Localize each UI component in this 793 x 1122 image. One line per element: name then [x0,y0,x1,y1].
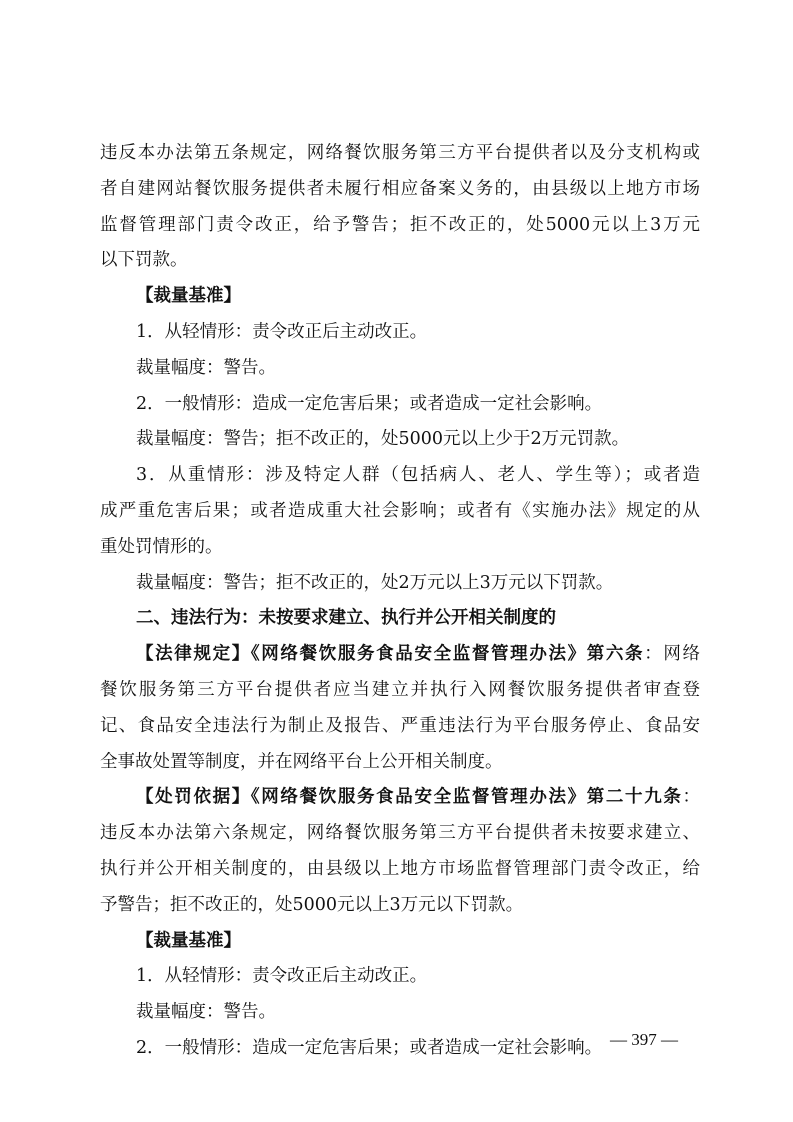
paragraph-line: 2．一般情形：造成一定危害后果；或者造成一定社会影响。 [136,393,603,414]
legal-provision-text: ：网络 [644,644,700,665]
paragraph-line: 以下罚款。 [100,250,188,271]
paragraph-line: 监督管理部门责令改正，给予警告；拒不改正的，处5000元以上3万元 [100,214,700,235]
document-body [100,136,700,1067]
paragraph-line: 2．一般情形：造成一定危害后果；或者造成一定社会影响。 [136,1037,603,1058]
paragraph-line: 餐饮服务第三方平台提供者应当建立并执行入网餐饮服务提供者审查登 [100,679,700,700]
paragraph-line: 裁量幅度：警告。 [136,357,276,378]
paragraph-line: 成严重危害后果；或者造成重大社会影响；或者有《实施办法》规定的从 [100,500,700,521]
paragraph-line: 重处罚情形的。 [100,536,223,557]
paragraph-line: 执行并公开相关制度的，由县级以上地方市场监督管理部门责令改正，给 [100,858,700,879]
legal-provision-label: 【法律规定】《网络餐饮服务食品安全监督管理办法》第六条 [136,644,645,665]
paragraph-line: 1．从轻情形：责令改正后主动改正。 [136,966,428,987]
legal-provision-line [100,637,700,673]
penalty-basis-label: 【处罚依据】《网络餐饮服务食品安全监督管理办法》第二十九条 [136,787,683,808]
paragraph-line: 者自建网站餐饮服务提供者未履行相应备案义务的，由县级以上地方市场 [100,178,700,199]
paragraph-line: 裁量幅度：警告；拒不改正的，处2万元以上3万元以下罚款。 [136,572,614,593]
penalty-basis-text: ： [682,787,700,808]
paragraph-line: 违反本办法第六条规定，网络餐饮服务第三方平台提供者未按要求建立、 [100,823,700,844]
page-number: — 397 — [610,1030,678,1049]
paragraph-line: 3．从重情形：涉及特定人群（包括病人、老人、学生等）；或者造 [136,465,700,486]
paragraph-line: 违反本办法第五条规定，网络餐饮服务第三方平台提供者以及分支机构或 [100,143,700,163]
section-title: 二、违法行为：未按要求建立、执行并公开相关制度的 [136,608,556,629]
paragraph-line: 1．从轻情形：责令改正后主动改正。 [136,321,428,342]
paragraph-line: 裁量幅度：警告；拒不改正的，处5000元以上少于2万元罚款。 [136,429,630,450]
penalty-basis-line [100,780,700,816]
paragraph-line: 全事故处置等制度，并在网络平台上公开相关制度。 [100,751,503,772]
section-heading: 【裁量基准】 [136,286,241,307]
paragraph-line: 记、食品安全违法行为制止及报告、严重违法行为平台服务停止、食品安 [100,715,700,736]
paragraph-line: 予警告；拒不改正的，处5000元以上3万元以下罚款。 [100,894,524,915]
paragraph-line: 裁量幅度：警告。 [136,1002,276,1023]
section-heading: 【裁量基准】 [136,930,241,951]
